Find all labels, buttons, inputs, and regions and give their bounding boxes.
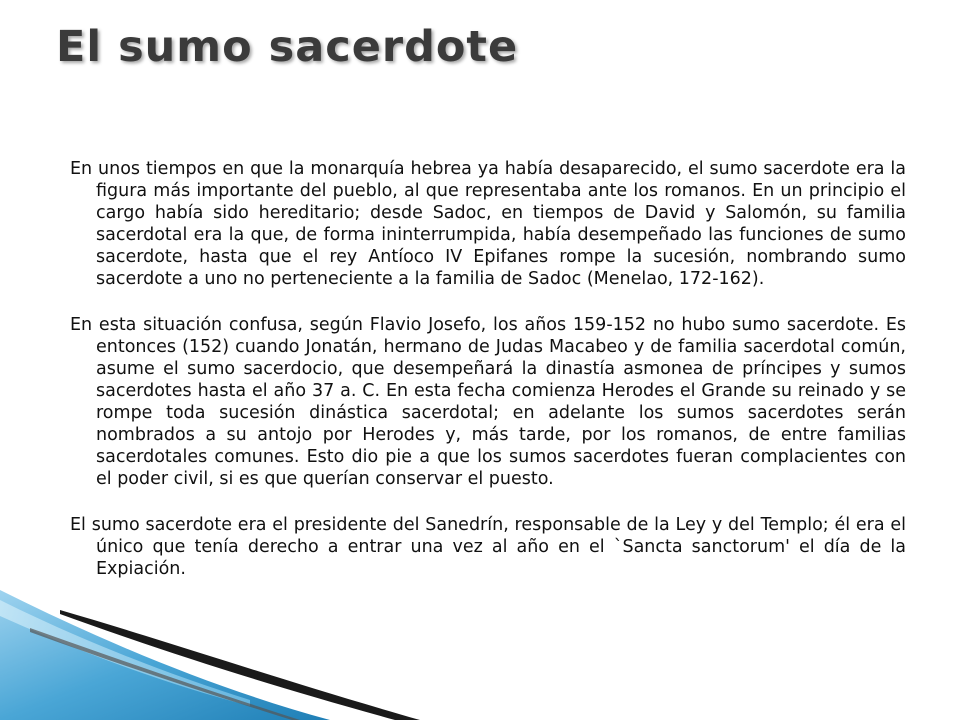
body-paragraph-2: En esta situación confusa, según Flavio Josefo, los años 159-152 no hubo sumo sacerdote. Es entonces (152) cuando Jonatán, hermano de Judas Macabeo y de familia sacerdotal común, asume el sumo sacerdocio, que desempeñará la dinastía asmonea de príncipes y sumos sacerdotes hasta el año 37 a. C. En esta fecha comienza Herodes el Grande su reinado y se rompe toda sucesión dinástica sacerdotal; en adelante los sumos sacerdotes serán nombrados a su antojo por Herodes y, más tarde, por los romanos, de entre familias sacerdotales comunes. Esto dio pie a que los sumos sacerdotes fueran complacientes con el poder civil, si es que querían conservar el puesto. — [70, 315, 906, 489]
corner-blue-wedge — [0, 590, 330, 720]
body-paragraph-3: El sumo sacerdote era el presidente del Sanedrín, responsable de la Ley y del Templo; él era el único que tenía derecho a entrar una vez al año en el `Sancta sanctorum' el día de la Expiación. — [70, 515, 906, 579]
slide-title: El sumo sacerdote — [56, 22, 519, 72]
corner-light-band — [0, 600, 250, 706]
corner-grey-line — [30, 628, 300, 720]
body-paragraph-1: En unos tiempos en que la monarquía hebrea ya había desaparecido, el sumo sacerdote era la figura más importante del pueblo, al que representaba ante los romanos. En un principio el cargo había sido hereditario; desde Sadoc, en tiempos de David y Salomón, su familia sacerdotal era la que, de forma ininterrumpida, había desempeñado las funciones de sumo sacerdote, hasta que el rey Antíoco IV Epifanes rompe la sucesión, nombrando sumo sacerdote a uno no perteneciente a la familia de Sadoc (Menelao, 172-162). — [70, 159, 906, 289]
slide-body — [70, 158, 906, 604]
corner-dark-swoosh — [60, 610, 420, 720]
